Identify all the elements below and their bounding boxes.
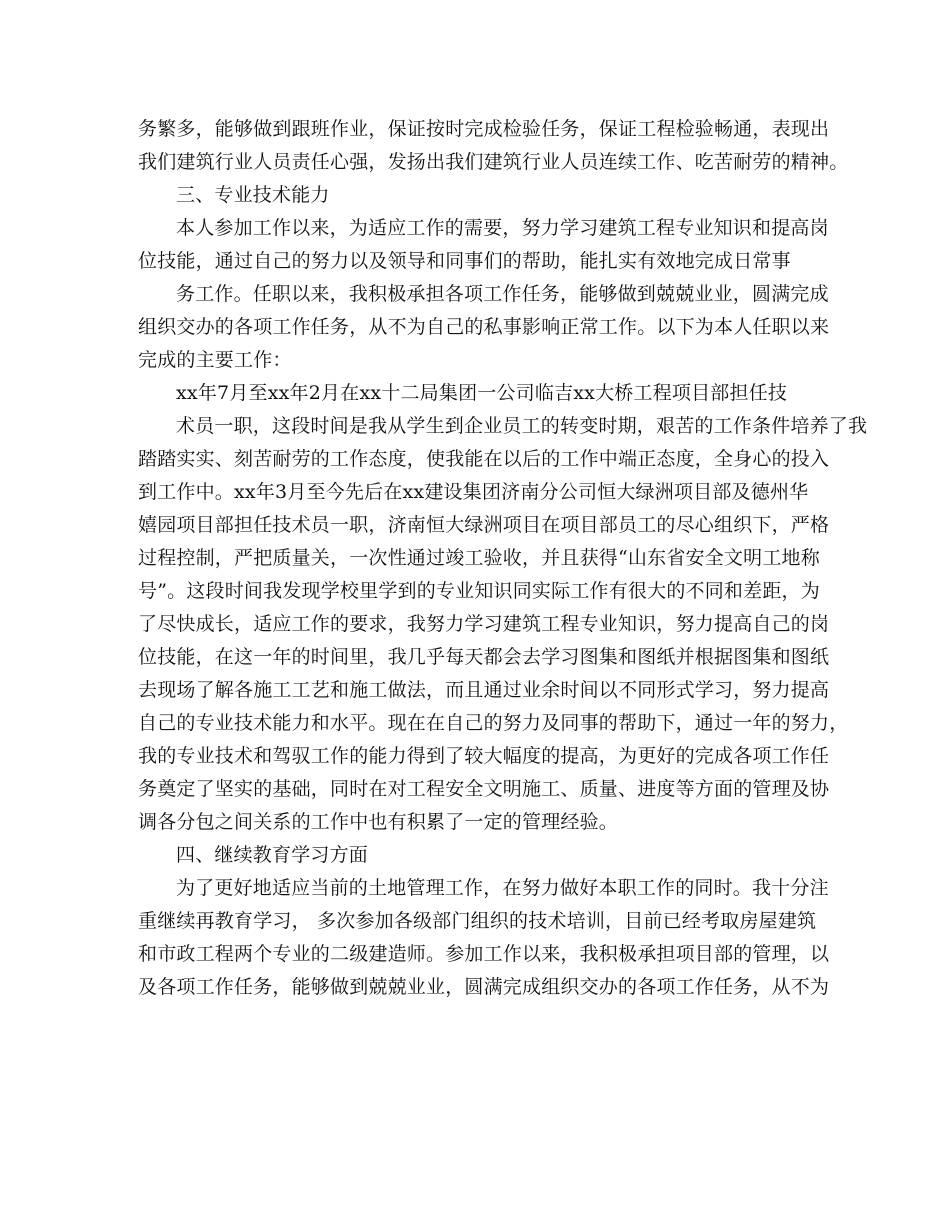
text-line: 完成的主要工作： (138, 349, 292, 371)
text-line: 务奠定了坚实的基础，同时在对工程安全文明施工、质量、进度等方面的管理及协 (138, 778, 830, 800)
text-line: 了尽快成长，适应工作的要求，我努力学习建筑工程专业知识，努力提高自己的岗 (138, 613, 830, 635)
document-body-text (138, 113, 868, 1004)
text-line: 嬉园项目部担任技术员一职，济南恒大绿洲项目在项目部员工的尽心组织下，严格 (138, 514, 830, 536)
text-line: 到工作中。xx年3月至今先后在xx建设集团济南分公司恒大绿洲项目部及德州华 (138, 481, 809, 503)
text-line: 四、继续教育学习方面 (176, 844, 369, 866)
text-line: 号”。这段时间我发现学校里学到的专业知识同实际工作有很大的不同和差距，为 (138, 580, 820, 602)
text-line: 过程控制，严把质量关，一次性通过竣工验收，并且获得“山东省安全文明工地称 (138, 547, 820, 569)
text-line: 及各项工作任务，能够做到兢兢业业，圆满完成组织交办的各项工作任务，从不为 (138, 976, 830, 998)
text-line: 位技能，通过自己的努力以及领导和同事们的帮助，能扎实有效地完成日常事 (138, 250, 791, 272)
text-line: 重继续再教育学习， 多次参加各级部门组织的技术培训，目前已经考取房屋建筑 (138, 910, 817, 932)
text-line: xx年7月至xx年2月在xx十二局集团一公司临吉xx大桥工程项目部担任技 (176, 382, 788, 404)
text-line: 组织交办的各项工作任务，从不为自己的私事影响正常工作。以下为本人任职以来 (138, 316, 830, 338)
text-line: 去现场了解各施工工艺和施工做法，而且通过业余时间以不同形式学习，努力提高 (138, 679, 830, 701)
text-line: 自己的专业技术能力和水平。现在在自己的努力及同事的帮助下，通过一年的努力， (138, 712, 849, 734)
text-line: 务工作。任职以来，我积极承担各项工作任务，能够做到兢兢业业，圆满完成 (176, 283, 829, 305)
text-line: 调各分包之间关系的工作中也有积累了一定的管理经验。 (138, 811, 619, 833)
text-line: 三、专业技术能力 (176, 184, 330, 206)
text-line: 和市政工程两个专业的二级建造师。参加工作以来，我积极承担项目部的管理，以 (138, 943, 830, 965)
text-line: 为了更好地适应当前的土地管理工作，在努力做好本职工作的同时。我十分注 (176, 877, 829, 899)
text-line: 术员一职，这段时间是我从学生到企业员工的转变时期，艰苦的工作条件培养了我 (176, 415, 868, 437)
text-line: 我们建筑行业人员责任心强，发扬出我们建筑行业人员连续工作、吃苦耐劳的精神。 (138, 151, 849, 173)
text-line: 位技能，在这一年的时间里，我几乎每天都会去学习图集和图纸并根据图集和图纸 (138, 646, 830, 668)
text-line: 务繁多，能够做到跟班作业，保证按时完成检验任务，保证工程检验畅通，表现出 (138, 118, 830, 140)
text-line: 我的专业技术和驾驭工作的能力得到了较大幅度的提高，为更好的完成各项工作任 (138, 745, 830, 767)
text-line: 踏踏实实、刻苦耐劳的工作态度，使我能在以后的工作中端正态度，全身心的投入 (138, 448, 830, 470)
text-line: 本人参加工作以来，为适应工作的需要，努力学习建筑工程专业知识和提高岗 (176, 217, 829, 239)
